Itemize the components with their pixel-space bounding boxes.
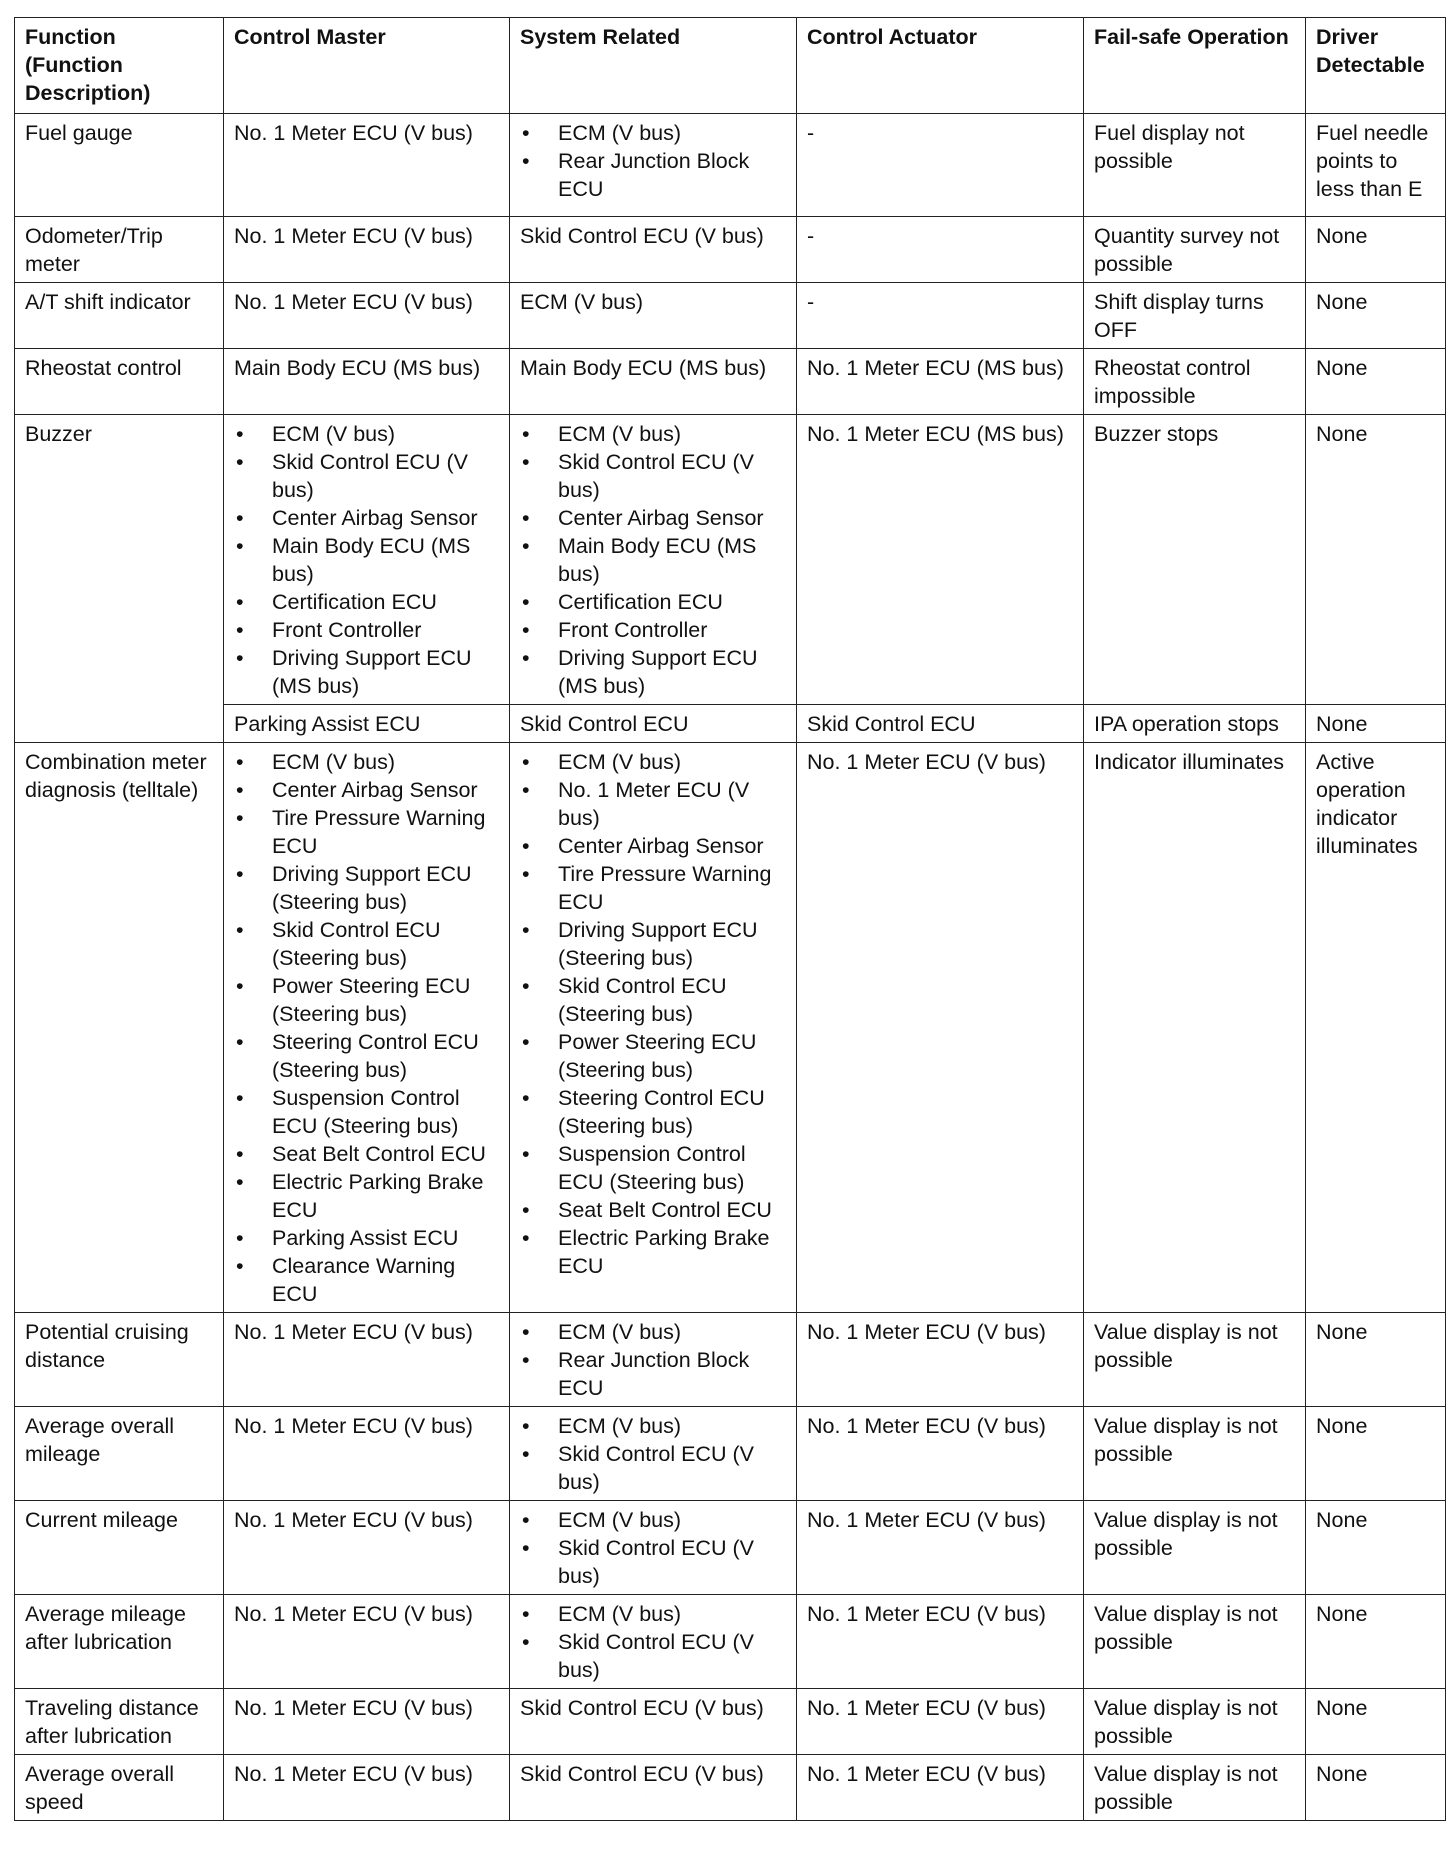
- cell-fail-safe-operation: Value display is not possible: [1084, 1501, 1306, 1595]
- cell-control-master: [224, 415, 510, 705]
- function-table: [14, 17, 1446, 1821]
- bullet-item: • ECM (V bus): [520, 1318, 786, 1346]
- cell-system-related: [510, 1501, 797, 1595]
- bullet-item: • No. 1 Meter ECU (V bus): [520, 776, 786, 832]
- cell-control-actuator: [797, 1689, 1084, 1755]
- cell-function: Traveling distance after lubrication: [15, 1689, 224, 1755]
- cell-system-related-list: [520, 748, 786, 1280]
- cell-system-related-list: [520, 1600, 786, 1684]
- cell-control-master: [224, 743, 510, 1313]
- cell-control-master-text: No. 1 Meter ECU (V bus): [234, 290, 473, 314]
- cell-control-master-text: No. 1 Meter ECU (V bus): [234, 1508, 473, 1532]
- cell-driver-detectable: None: [1306, 415, 1446, 705]
- cell-control-master: [224, 705, 510, 743]
- cell-fail-safe-operation: Value display is not possible: [1084, 1313, 1306, 1407]
- cell-system-related-text: ECM (V bus): [520, 290, 644, 314]
- bullet-item: • Steering Control ECU (Steering bus): [520, 1084, 786, 1140]
- table-row: [15, 217, 1446, 283]
- cell-driver-detectable: None: [1306, 1689, 1446, 1755]
- bullet-item: • ECM (V bus): [520, 748, 786, 776]
- cell-control-master: [224, 1313, 510, 1407]
- cell-driver-detectable: Fuel needle points to less than E: [1306, 114, 1446, 217]
- cell-system-related-list: [520, 1506, 786, 1590]
- cell-driver-detectable: None: [1306, 1501, 1446, 1595]
- bullet-item: • ECM (V bus): [520, 1506, 786, 1534]
- cell-system-related: [510, 349, 797, 415]
- cell-system-related-list: [520, 420, 786, 700]
- bullet-item: • Skid Control ECU (V bus): [520, 448, 786, 504]
- cell-control-actuator: [797, 1755, 1084, 1821]
- table-row: [15, 1313, 1446, 1407]
- bullet-item: • Tire Pressure Warning ECU: [234, 804, 499, 860]
- bullet-item: • Center Airbag Sensor: [520, 504, 786, 532]
- cell-function: Fuel gauge: [15, 114, 224, 217]
- table-row: [15, 743, 1446, 1313]
- cell-fail-safe-operation: Value display is not possible: [1084, 1407, 1306, 1501]
- cell-control-actuator: [797, 349, 1084, 415]
- table-row: [15, 415, 1446, 705]
- bullet-item: • Seat Belt Control ECU: [520, 1196, 786, 1224]
- table-row: [15, 114, 1446, 217]
- cell-control-actuator: [797, 1501, 1084, 1595]
- table-row: [15, 1595, 1446, 1689]
- cell-system-related-text: Skid Control ECU (V bus): [520, 224, 764, 248]
- cell-function: Average mileage after lubrication: [15, 1595, 224, 1689]
- cell-control-actuator-text: No. 1 Meter ECU (V bus): [807, 1602, 1046, 1626]
- cell-control-master: [224, 217, 510, 283]
- cell-control-actuator-text: No. 1 Meter ECU (V bus): [807, 1696, 1046, 1720]
- cell-driver-detectable: None: [1306, 349, 1446, 415]
- bullet-item: • Front Controller: [520, 616, 786, 644]
- bullet-item: • Seat Belt Control ECU: [234, 1140, 499, 1168]
- cell-control-master-text: No. 1 Meter ECU (V bus): [234, 1320, 473, 1344]
- bullet-item: • Power Steering ECU (Steering bus): [520, 1028, 786, 1084]
- bullet-item: • Certification ECU: [520, 588, 786, 616]
- table-row: [15, 1501, 1446, 1595]
- cell-system-related-list: [520, 1412, 786, 1496]
- cell-system-related: [510, 283, 797, 349]
- cell-control-actuator: [797, 1595, 1084, 1689]
- cell-function: Combination meter diagnosis (telltale): [15, 743, 224, 1313]
- cell-system-related: [510, 1407, 797, 1501]
- cell-control-master: [224, 349, 510, 415]
- cell-fail-safe-operation: IPA operation stops: [1084, 705, 1306, 743]
- cell-system-related-text: Skid Control ECU (V bus): [520, 1696, 764, 1720]
- bullet-item: • Skid Control ECU (V bus): [520, 1534, 786, 1590]
- cell-control-actuator: [797, 1407, 1084, 1501]
- table-header-row: [15, 18, 1446, 114]
- bullet-item: • Parking Assist ECU: [234, 1224, 499, 1252]
- cell-driver-detectable: None: [1306, 283, 1446, 349]
- bullet-item: • Center Airbag Sensor: [234, 776, 499, 804]
- cell-system-related: [510, 1689, 797, 1755]
- table-row: [15, 283, 1446, 349]
- cell-control-master-text: Main Body ECU (MS bus): [234, 356, 481, 380]
- bullet-item: • Rear Junction Block ECU: [520, 147, 786, 203]
- cell-control-actuator: [797, 283, 1084, 349]
- bullet-item: • Center Airbag Sensor: [234, 504, 499, 532]
- cell-system-related: [510, 217, 797, 283]
- cell-function: Average overall mileage: [15, 1407, 224, 1501]
- cell-control-master-text: No. 1 Meter ECU (V bus): [234, 121, 473, 145]
- bullet-item: • Main Body ECU (MS bus): [234, 532, 499, 588]
- cell-system-related-text: Skid Control ECU (V bus): [520, 1762, 764, 1786]
- header-system-related: System Related: [510, 18, 797, 114]
- bullet-item: • Suspension Control ECU (Steering bus): [234, 1084, 499, 1140]
- bullet-item: • Power Steering ECU (Steering bus): [234, 972, 499, 1028]
- bullet-item: • Front Controller: [234, 616, 499, 644]
- cell-control-master-text: No. 1 Meter ECU (V bus): [234, 1762, 473, 1786]
- bullet-item: • Main Body ECU (MS bus): [520, 532, 786, 588]
- cell-system-related: [510, 114, 797, 217]
- header-function: Function (Function Description): [15, 18, 224, 114]
- table-row: [15, 1755, 1446, 1821]
- cell-control-actuator: [797, 705, 1084, 743]
- cell-driver-detectable: None: [1306, 705, 1446, 743]
- cell-control-actuator: [797, 415, 1084, 705]
- bullet-item: • Clearance Warning ECU: [234, 1252, 499, 1308]
- cell-function: A/T shift indicator: [15, 283, 224, 349]
- cell-control-actuator: [797, 743, 1084, 1313]
- bullet-item: • ECM (V bus): [520, 119, 786, 147]
- cell-control-actuator: [797, 217, 1084, 283]
- cell-function: Odometer/Trip meter: [15, 217, 224, 283]
- cell-control-actuator-text: Skid Control ECU: [807, 712, 976, 736]
- bullet-item: • Skid Control ECU (Steering bus): [520, 972, 786, 1028]
- bullet-item: • ECM (V bus): [520, 1600, 786, 1628]
- cell-fail-safe-operation: Buzzer stops: [1084, 415, 1306, 705]
- bullet-item: • Driving Support ECU (MS bus): [234, 644, 499, 700]
- bullet-item: • Suspension Control ECU (Steering bus): [520, 1140, 786, 1196]
- table-row: [15, 1689, 1446, 1755]
- cell-control-actuator-text: No. 1 Meter ECU (V bus): [807, 750, 1046, 774]
- bullet-item: • Skid Control ECU (V bus): [520, 1440, 786, 1496]
- table-row: [15, 1407, 1446, 1501]
- cell-control-master: [224, 1755, 510, 1821]
- cell-control-master-text: No. 1 Meter ECU (V bus): [234, 224, 473, 248]
- cell-system-related: [510, 743, 797, 1313]
- cell-control-master-list: [234, 420, 499, 700]
- table-row: [15, 349, 1446, 415]
- bullet-item: • Electric Parking Brake ECU: [520, 1224, 786, 1280]
- cell-control-actuator-text: No. 1 Meter ECU (V bus): [807, 1762, 1046, 1786]
- header-control-master: Control Master: [224, 18, 510, 114]
- cell-system-related: [510, 1313, 797, 1407]
- header-driver-detectable: Driver Detectable: [1306, 18, 1446, 114]
- cell-control-actuator-text: -: [807, 290, 815, 314]
- cell-function: Potential cruising distance: [15, 1313, 224, 1407]
- bullet-item: • ECM (V bus): [234, 420, 499, 448]
- cell-system-related: [510, 415, 797, 705]
- cell-fail-safe-operation: Rheostat control impossible: [1084, 349, 1306, 415]
- bullet-item: • Certification ECU: [234, 588, 499, 616]
- cell-control-master-text: No. 1 Meter ECU (V bus): [234, 1602, 473, 1626]
- cell-system-related: [510, 705, 797, 743]
- bullet-item: • Driving Support ECU (Steering bus): [234, 860, 499, 916]
- cell-system-related: [510, 1755, 797, 1821]
- cell-control-master: [224, 1689, 510, 1755]
- bullet-item: • Skid Control ECU (V bus): [520, 1628, 786, 1684]
- cell-driver-detectable: None: [1306, 1313, 1446, 1407]
- bullet-item: • Driving Support ECU (MS bus): [520, 644, 786, 700]
- cell-control-master-text: Parking Assist ECU: [234, 712, 421, 736]
- table-body: [15, 114, 1446, 1821]
- cell-fail-safe-operation: Indicator illuminates: [1084, 743, 1306, 1313]
- cell-driver-detectable: Active operation indicator illuminates: [1306, 743, 1446, 1313]
- cell-control-actuator-text: No. 1 Meter ECU (V bus): [807, 1508, 1046, 1532]
- cell-control-actuator-text: -: [807, 121, 815, 145]
- cell-control-actuator-text: No. 1 Meter ECU (V bus): [807, 1320, 1046, 1344]
- bullet-item: • Driving Support ECU (Steering bus): [520, 916, 786, 972]
- cell-control-actuator-text: -: [807, 224, 815, 248]
- header-fail-safe-operation: Fail-safe Operation: [1084, 18, 1306, 114]
- cell-control-actuator-text: No. 1 Meter ECU (MS bus): [807, 422, 1064, 446]
- bullet-item: • ECM (V bus): [520, 420, 786, 448]
- bullet-item: • ECM (V bus): [234, 748, 499, 776]
- bullet-item: • Tire Pressure Warning ECU: [520, 860, 786, 916]
- cell-system-related-list: [520, 119, 786, 203]
- cell-control-actuator-text: No. 1 Meter ECU (V bus): [807, 1414, 1046, 1438]
- table-row: [15, 705, 1446, 743]
- cell-control-master: [224, 1595, 510, 1689]
- cell-control-master: [224, 283, 510, 349]
- cell-driver-detectable: None: [1306, 1755, 1446, 1821]
- cell-control-master: [224, 114, 510, 217]
- cell-system-related: [510, 1595, 797, 1689]
- header-control-actuator: Control Actuator: [797, 18, 1084, 114]
- cell-control-master-text: No. 1 Meter ECU (V bus): [234, 1696, 473, 1720]
- cell-function: Average overall speed: [15, 1755, 224, 1821]
- cell-control-master-list: [234, 748, 499, 1308]
- bullet-item: • Center Airbag Sensor: [520, 832, 786, 860]
- bullet-item: • Skid Control ECU (V bus): [234, 448, 499, 504]
- cell-function: Buzzer: [15, 415, 224, 743]
- cell-control-master: [224, 1407, 510, 1501]
- cell-system-related-text: Main Body ECU (MS bus): [520, 356, 767, 380]
- cell-fail-safe-operation: Value display is not possible: [1084, 1595, 1306, 1689]
- cell-fail-safe-operation: Fuel display not possible: [1084, 114, 1306, 217]
- bullet-item: • Skid Control ECU (Steering bus): [234, 916, 499, 972]
- cell-fail-safe-operation: Value display is not possible: [1084, 1755, 1306, 1821]
- cell-control-actuator: [797, 1313, 1084, 1407]
- cell-system-related-text: Skid Control ECU: [520, 712, 689, 736]
- bullet-item: • ECM (V bus): [520, 1412, 786, 1440]
- cell-driver-detectable: None: [1306, 1407, 1446, 1501]
- cell-control-master-text: No. 1 Meter ECU (V bus): [234, 1414, 473, 1438]
- cell-system-related-list: [520, 1318, 786, 1402]
- cell-control-master: [224, 1501, 510, 1595]
- cell-control-actuator-text: No. 1 Meter ECU (MS bus): [807, 356, 1064, 380]
- cell-fail-safe-operation: Quantity survey not possible: [1084, 217, 1306, 283]
- cell-driver-detectable: None: [1306, 217, 1446, 283]
- bullet-item: • Steering Control ECU (Steering bus): [234, 1028, 499, 1084]
- cell-function: Current mileage: [15, 1501, 224, 1595]
- cell-control-actuator: [797, 114, 1084, 217]
- cell-fail-safe-operation: Value display is not possible: [1084, 1689, 1306, 1755]
- cell-function: Rheostat control: [15, 349, 224, 415]
- bullet-item: • Rear Junction Block ECU: [520, 1346, 786, 1402]
- bullet-item: • Electric Parking Brake ECU: [234, 1168, 499, 1224]
- cell-driver-detectable: None: [1306, 1595, 1446, 1689]
- cell-fail-safe-operation: Shift display turns OFF: [1084, 283, 1306, 349]
